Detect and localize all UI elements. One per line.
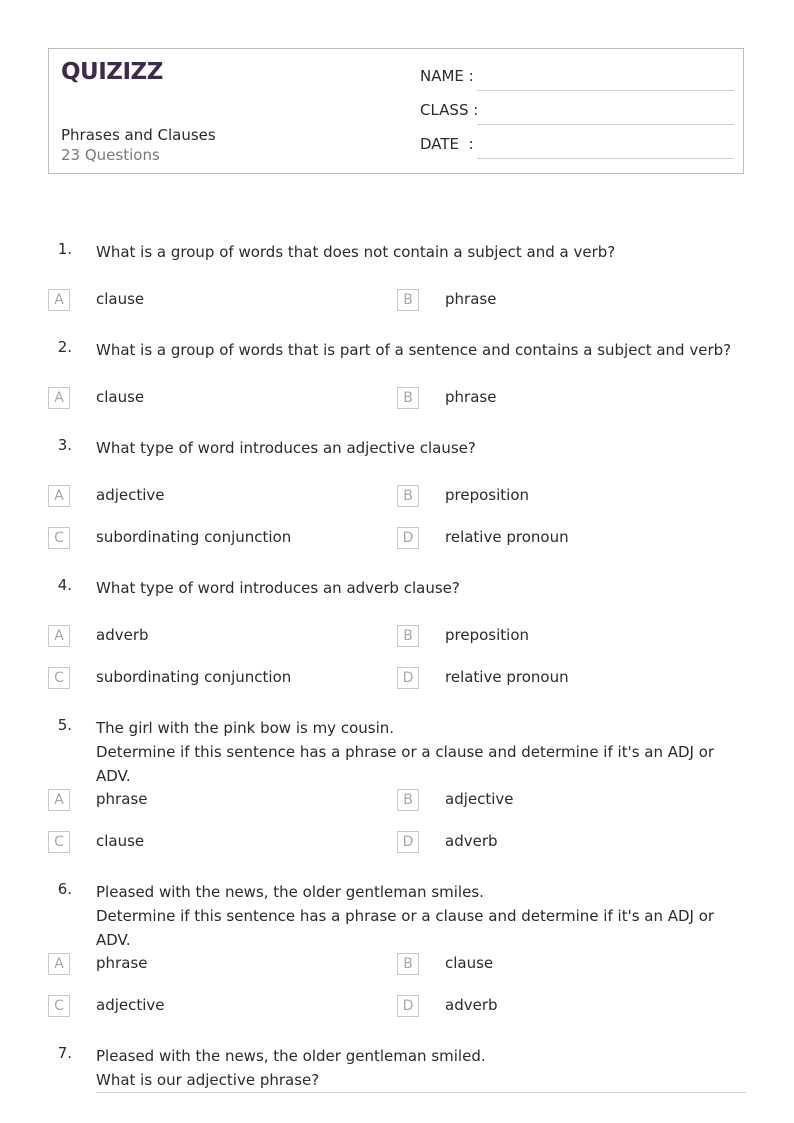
question-number: 7. bbox=[57, 1044, 72, 1062]
option-text: phrase bbox=[445, 290, 497, 308]
option-letter-box: B bbox=[397, 387, 419, 409]
date-label: DATE : bbox=[420, 135, 474, 153]
question-text: Pleased with the news, the older gentleman smiled. bbox=[96, 1047, 486, 1065]
option-text: clause bbox=[96, 388, 145, 406]
option-letter-box: D bbox=[397, 995, 419, 1017]
class-field[interactable] bbox=[420, 101, 734, 125]
option-text: preposition bbox=[445, 626, 530, 644]
date-line[interactable] bbox=[477, 158, 734, 159]
class-label: CLASS : bbox=[420, 101, 479, 119]
name-label: NAME : bbox=[420, 67, 474, 85]
question-number: 4. bbox=[57, 576, 72, 594]
question-number: 2. bbox=[57, 338, 72, 356]
option-text: relative pronoun bbox=[445, 528, 569, 546]
question-text: What type of word introduces an adjective clause? bbox=[96, 439, 476, 457]
option-letter-box: C bbox=[48, 831, 70, 853]
question-number: 1. bbox=[57, 240, 72, 258]
quizizz-logo: QUIZIZZ bbox=[61, 59, 163, 85]
question-count: 23 Questions bbox=[61, 146, 160, 164]
option-letter-box: A bbox=[48, 789, 70, 811]
option-letter-box: C bbox=[48, 527, 70, 549]
option-text: adverb bbox=[96, 626, 149, 644]
option-letter-box: A bbox=[48, 485, 70, 507]
worksheet-title: Phrases and Clauses bbox=[61, 126, 216, 144]
question-number: 5. bbox=[57, 716, 72, 734]
option-letter-box: B bbox=[397, 953, 419, 975]
option-text: adjective bbox=[96, 486, 165, 504]
option-letter-box: D bbox=[397, 667, 419, 689]
question-text: What type of word introduces an adverb clause? bbox=[96, 579, 460, 597]
option-text: subordinating conjunction bbox=[96, 528, 292, 546]
question-number: 6. bbox=[57, 880, 72, 898]
answer-line[interactable] bbox=[96, 1092, 746, 1093]
class-line[interactable] bbox=[477, 124, 734, 125]
option-letter-box: C bbox=[48, 667, 70, 689]
option-text: relative pronoun bbox=[445, 668, 569, 686]
option-letter-box: B bbox=[397, 485, 419, 507]
option-text: preposition bbox=[445, 486, 530, 504]
name-line[interactable] bbox=[477, 90, 734, 91]
question-number: 3. bbox=[57, 436, 72, 454]
option-text: adverb bbox=[445, 832, 498, 850]
option-text: phrase bbox=[96, 790, 148, 808]
option-letter-box: B bbox=[397, 625, 419, 647]
option-letter-box: C bbox=[48, 995, 70, 1017]
option-text: clause bbox=[96, 290, 145, 308]
question-text-line-2: Determine if this sentence has a phrase or a clause and determine if it's an ADJ or ADV. bbox=[96, 743, 715, 785]
date-field[interactable] bbox=[420, 135, 734, 159]
option-text: adjective bbox=[445, 790, 514, 808]
option-letter-box: D bbox=[397, 527, 419, 549]
option-text: clause bbox=[445, 954, 494, 972]
option-text: subordinating conjunction bbox=[96, 668, 292, 686]
option-letter-box: A bbox=[48, 289, 70, 311]
question-text: What is a group of words that does not contain a subject and a verb? bbox=[96, 243, 616, 261]
question-text: Pleased with the news, the older gentleman smiles. bbox=[96, 883, 484, 901]
option-text: phrase bbox=[96, 954, 148, 972]
option-text: adverb bbox=[445, 996, 498, 1014]
option-letter-box: D bbox=[397, 831, 419, 853]
option-letter-box: B bbox=[397, 789, 419, 811]
question-text: What is a group of words that is part of a sentence and contains a subject and verb? bbox=[96, 341, 732, 359]
question-text-line-2: Determine if this sentence has a phrase or a clause and determine if it's an ADJ or ADV. bbox=[96, 907, 715, 949]
option-text: phrase bbox=[445, 388, 497, 406]
question-text: The girl with the pink bow is my cousin. bbox=[96, 719, 395, 737]
option-letter-box: B bbox=[397, 289, 419, 311]
question-text-line-2: What is our adjective phrase? bbox=[96, 1071, 320, 1089]
option-text: clause bbox=[96, 832, 145, 850]
name-field[interactable] bbox=[420, 67, 734, 91]
option-letter-box: A bbox=[48, 625, 70, 647]
option-letter-box: A bbox=[48, 953, 70, 975]
option-text: adjective bbox=[96, 996, 165, 1014]
worksheet-header bbox=[48, 48, 744, 174]
option-letter-box: A bbox=[48, 387, 70, 409]
